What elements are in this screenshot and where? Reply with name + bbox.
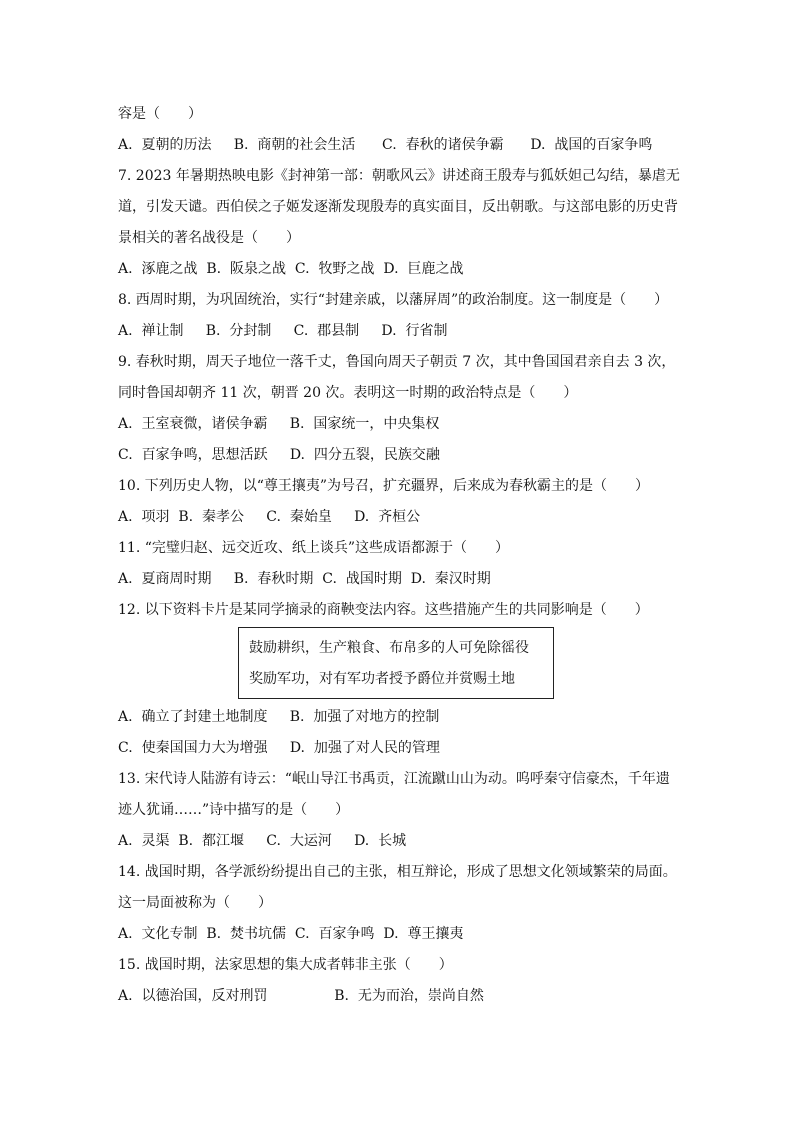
q12-options-ab: A. 确立了封建土地制度 B. 加强了对地方的控制 xyxy=(118,709,440,725)
q14-options: A. 文化专制 B. 焚书坑儒 C. 百家争鸣 D. 尊王攘夷 xyxy=(118,926,464,942)
q9-options-ab: A. 王室衰微，诸侯争霸 B. 国家统一，中央集权 xyxy=(118,416,440,432)
q9-stem-line-2: 同时鲁国却朝齐 11 次，朝晋 20 次。表明这一时期的政治特点是（ ） xyxy=(118,385,578,401)
q10-options: A. 项羽 B. 秦孝公 C. 秦始皇 D. 齐桓公 xyxy=(118,509,421,525)
q13-options: A. 灵渠 B. 都江堰 C. 大运河 D. 长城 xyxy=(118,833,407,849)
q7-stem-line-2: 道，引发天谴。西伯侯之子姬发逐渐发现殷寿的真实面目，反出朝歌。与这部电影的历史背 xyxy=(118,199,678,215)
material-card xyxy=(238,627,554,699)
q11-options: A. 夏商周时期 B. 春秋时期 C. 战国时期 D. 秦汉时期 xyxy=(118,571,491,587)
q7-stem-line-3: 景相关的著名战役是（ ） xyxy=(118,230,300,246)
q8-stem: 8. 西周时期，为巩固统治，实行“封建亲戚，以藩屏周”的政治制度。这一制度是（ ） xyxy=(118,292,669,308)
q13-stem-line-1: 13. 宋代诗人陆游有诗云：“岷山导江书禹贡，江流蹴山山为动。呜呼秦守信豪杰，千年遗 xyxy=(118,771,670,787)
q13-stem-line-2: 迹人犹诵……”诗中描写的是（ ） xyxy=(118,802,350,818)
card-line-1: 鼓励耕织，生产粮食、布帛多的人可免除徭役 xyxy=(249,640,529,656)
q6-options: A. 夏朝的历法 B. 商朝的社会生活 C. 春秋的诸侯争霸 D. 战国的百家争鸣 xyxy=(118,137,653,153)
q11-stem: 11. “完璧归赵、远交近攻、纸上谈兵”这些成语都源于（ ） xyxy=(118,540,510,556)
q12-options-cd: C. 使秦国国力大为增强 D. 加强了对人民的管理 xyxy=(118,740,440,756)
q6-stem-tail: 容是（ ） xyxy=(118,106,202,122)
q15-stem: 15. 战国时期，法家思想的集大成者韩非主张（ ） xyxy=(118,957,453,973)
q12-stem: 12. 以下资料卡片是某同学摘录的商鞅变法内容。这些措施产生的共同影响是（ ） xyxy=(118,602,649,618)
q7-options: A. 涿鹿之战 B. 阪泉之战 C. 牧野之战 D. 巨鹿之战 xyxy=(118,261,464,277)
q14-stem-line-2: 这一局面被称为（ ） xyxy=(118,895,272,911)
q10-stem: 10. 下列历史人物，以“尊王攘夷”为号召，扩充疆界，后来成为春秋霸主的是（ ） xyxy=(118,478,650,494)
q14-stem-line-1: 14. 战国时期，各学派纷纷提出自己的主张，相互辩论，形成了思想文化领域繁荣的局面。 xyxy=(118,864,677,880)
card-line-2: 奖励军功，对有军功者授予爵位并赏赐土地 xyxy=(249,671,515,687)
q8-options: A. 禅让制 B. 分封制 C. 郡县制 D. 行省制 xyxy=(118,323,448,339)
q15-options-ab: A. 以德治国，反对刑罚 B. 无为而治，崇尚自然 xyxy=(118,988,484,1004)
q9-options-cd: C. 百家争鸣，思想活跃 D. 四分五裂，民族交融 xyxy=(118,447,440,463)
q9-stem-line-1: 9. 春秋时期，周天子地位一落千丈，鲁国向周天子朝贡 7 次，其中鲁国国君亲自去 3 次， xyxy=(118,354,676,370)
q7-stem-line-1: 7. 2023 年暑期热映电影《封神第一部：朝歌风云》讲述商王殷寿与狐妖妲己勾结，暴虐无 xyxy=(118,168,680,184)
